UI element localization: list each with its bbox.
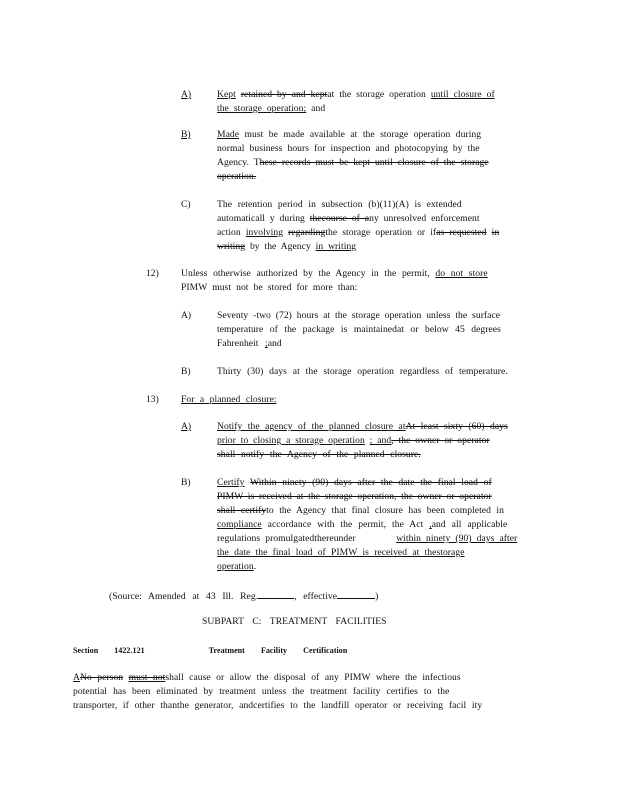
inserted-text: do not store [435, 268, 488, 279]
inserted-text: the storage operation; [217, 103, 307, 114]
plain-text: the storage operation or if [325, 227, 437, 238]
deleted-text: shall notify the Agency of the planned closure. [217, 449, 421, 460]
deleted-text: operation. [217, 171, 257, 182]
body-line-2: potential has been eliminated by treatment unless the treatment facility certifies to the [73, 686, 450, 697]
inserted-text: operation [217, 561, 254, 572]
item-13b-line-6: the date the final load of PIMW is received at thestorage [217, 547, 465, 558]
item-12a-line-3 [217, 338, 282, 349]
item-13a-label: A) [181, 421, 192, 432]
section-heading [73, 646, 347, 655]
inserted-text: compliance [217, 519, 262, 530]
plain-text: automaticall y during [217, 213, 305, 224]
item-a-line-2 [217, 103, 325, 114]
item-c-line-2 [217, 213, 480, 224]
plain-text: must be made available at the storage operation during [244, 129, 482, 140]
item-c-line-4 [217, 241, 356, 252]
deleted-text: regarding [288, 227, 326, 238]
inserted-text: Made [217, 129, 240, 140]
plain-text: shall cause or allow the disposal of any PIMW where the infectious [165, 672, 461, 683]
item-13b-line-2 [217, 491, 492, 502]
item-13b-line-7 [217, 561, 256, 572]
item-c-line-3 [217, 227, 499, 238]
source-mid: , effective [294, 591, 338, 602]
inserted-text: prior to closing a storage operation [217, 435, 365, 446]
subpart-heading: SUBPART C: TREATMENT FACILITIES [202, 616, 387, 627]
source-end: ) [375, 591, 379, 602]
item-13b-line-3 [217, 505, 504, 516]
plain-text: Fahrenheit [217, 338, 259, 349]
plain-text: by the Agency [249, 241, 311, 252]
inserted-text: ; and [369, 435, 392, 446]
item-12-line-1 [181, 268, 488, 279]
item-13b-line-5 [217, 533, 517, 544]
plain-text: . [253, 561, 257, 572]
deleted-text: No person [79, 672, 124, 683]
item-c-label: C) [181, 199, 191, 210]
deleted-text: in [491, 227, 500, 238]
item-13a-line-2 [217, 435, 490, 446]
item-b-line-4 [217, 171, 256, 182]
deleted-text: PIMW is received at the storage operation, the owner or operator [217, 491, 492, 502]
plain-text: action [217, 227, 241, 238]
plain-text: and [267, 338, 282, 349]
blank-line [337, 589, 375, 599]
plain-text: to the Agency that final closure has been completed in [266, 505, 504, 516]
deleted-text: as requested [436, 227, 487, 238]
deleted-text: hese records must be kept until closure of the storage [259, 157, 489, 168]
plain-text: ny unresolved enforcement [369, 213, 480, 224]
inserted-text: within ninety (90) days after [396, 533, 518, 544]
inserted-text: Certify [217, 477, 245, 488]
item-b-line-2: normal business hours for inspection and photocopying by the [217, 143, 480, 154]
plain-text: Unless otherwise authorized by the Agency in the permit, [181, 268, 430, 279]
item-a-label: A) [181, 89, 192, 100]
section-number: Section 1422.121 [73, 646, 145, 655]
item-13b-line-4 [217, 519, 507, 530]
deleted-text: At least sixty (60) days [405, 421, 508, 432]
inserted-text: until closure of [430, 89, 495, 100]
item-c-line-1: The retention period in subsection (b)(11)(A) is extended [217, 199, 462, 210]
plain-text: and [311, 103, 326, 114]
source-note [109, 589, 378, 602]
item-12a-line-1: Seventy -two (72) hours at the storage operation unless the surface [217, 310, 501, 321]
item-12a-line-2: temperature of the package is maintainedat or below 45 degrees [217, 324, 501, 335]
item-13b-label: B) [181, 477, 191, 488]
inserted-text: Kept [217, 89, 236, 100]
deleted-text: retained by and kept [240, 89, 328, 100]
inserted-text: in writing [315, 241, 357, 252]
item-13-heading: For a planned closure: [181, 394, 277, 405]
inserted-text: A [73, 672, 80, 683]
inserted-text: ; [264, 338, 268, 349]
inserted-text: involving [245, 227, 284, 238]
deleted-text: shall certify [217, 505, 267, 516]
item-b-line-1 [217, 129, 481, 140]
item-b-line-3 [217, 157, 489, 168]
deleted-text: Within ninety (90) days after the date the final load of [250, 477, 492, 488]
item-12b-line-1: Thirty (30) days at the storage operation regardless of temperature. [217, 366, 508, 377]
source-text: (Source: Amended at 43 Ill. Reg. [109, 591, 259, 602]
plain-text: Agency. T [217, 157, 260, 168]
plain-text: regulations promulgatedthereunder [217, 533, 356, 544]
item-12-line-2: PIMW must not be stored for more than: [181, 282, 358, 293]
plain-text: and all applicable [431, 519, 508, 530]
deleted-text: must not [128, 672, 166, 683]
inserted-text: Notify the agency of the planned closure at [217, 421, 406, 432]
blank-line [258, 589, 294, 599]
deleted-text: thecourse of a [309, 213, 370, 224]
item-13-number: 13) [146, 394, 159, 405]
deleted-text: , the owner or operator [391, 435, 490, 446]
item-13a-line-1 [217, 421, 508, 432]
item-a-line-1 [217, 89, 495, 100]
item-12a-label: A) [181, 310, 192, 321]
item-b-label: B) [181, 129, 191, 140]
body-line-3: transporter, if other thanthe generator, andcertifies to the landfill operator or receiving facil ity [73, 700, 483, 711]
item-13b-line-1 [217, 477, 492, 488]
deleted-text: writing [217, 241, 246, 252]
section-title: Treatment Facility Certification [208, 646, 348, 655]
item-12-number: 12) [146, 268, 159, 279]
plain-text: accordance with the permit, the Act [267, 519, 424, 530]
item-13a-line-3 [217, 449, 421, 460]
item-12b-label: B) [181, 366, 191, 377]
plain-text: at the storage operation [327, 89, 426, 100]
body-line-1 [73, 672, 461, 683]
inserted-text: , [429, 519, 432, 530]
